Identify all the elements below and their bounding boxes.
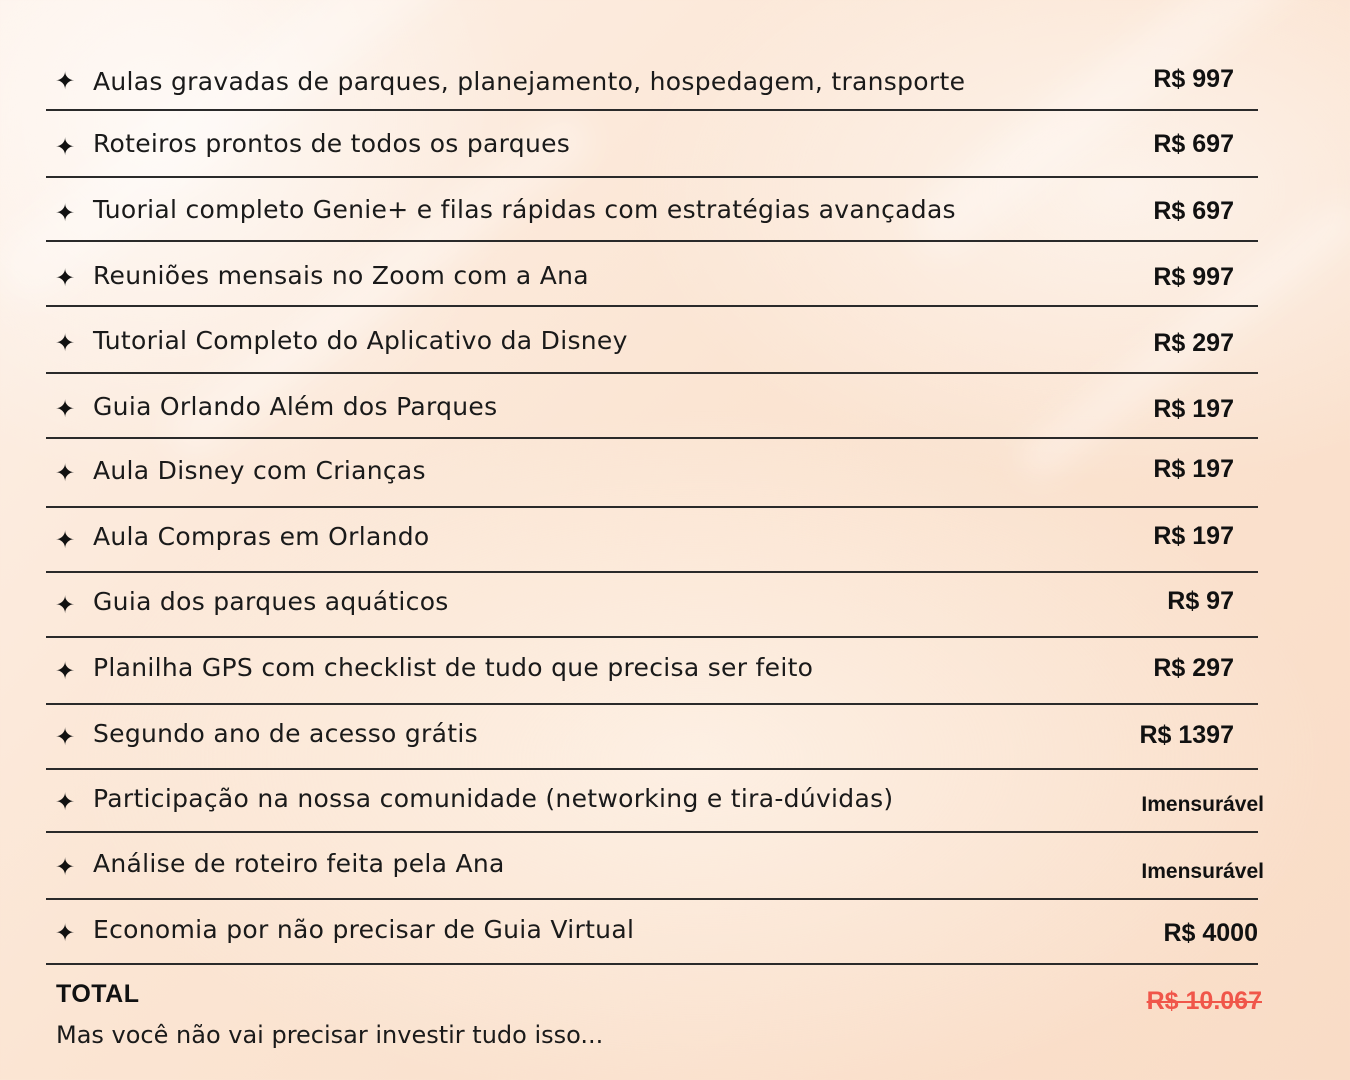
- total-price: R$ 10.067: [1146, 987, 1262, 1015]
- four-point-star-icon: ✦: [55, 199, 76, 227]
- list-item: [46, 508, 1258, 573]
- item-label: Aulas gravadas de parques, planejamento, hospedagem, transporte: [93, 67, 966, 96]
- item-price: R$ 997: [1153, 65, 1234, 93]
- item-price: R$ 697: [1153, 130, 1234, 158]
- item-price: R$ 297: [1153, 329, 1234, 357]
- four-point-star-icon: ✦: [55, 264, 76, 292]
- four-point-star-icon: ✦: [55, 853, 76, 881]
- four-point-star-icon: ✦: [55, 657, 76, 685]
- four-point-star-icon: ✦: [55, 526, 76, 554]
- list-item: [46, 242, 1258, 307]
- item-price: R$ 297: [1153, 654, 1234, 682]
- item-label: Tuorial completo Genie+ e filas rápidas com estratégias avançadas: [93, 195, 956, 224]
- item-label: Análise de roteiro feita pela Ana: [93, 849, 505, 878]
- item-price: R$ 197: [1153, 395, 1234, 423]
- item-price: R$ 197: [1153, 522, 1234, 550]
- item-label: Aula Disney com Crianças: [93, 456, 426, 485]
- footnote-text: Mas você não vai precisar investir tudo isso...: [56, 1021, 604, 1049]
- list-item: [46, 770, 1264, 833]
- list-item: [46, 178, 1258, 242]
- four-point-star-icon: ✦: [55, 459, 76, 487]
- item-price: R$ 697: [1153, 197, 1234, 225]
- list-item: [46, 307, 1258, 374]
- list-item: [46, 40, 1258, 111]
- item-price: R$ 97: [1167, 587, 1234, 615]
- item-price: R$ 197: [1153, 455, 1234, 483]
- list-item: [46, 111, 1258, 178]
- list-item: [46, 638, 1258, 705]
- item-label: Roteiros prontos de todos os parques: [93, 129, 571, 158]
- four-point-star-icon: ✦: [55, 395, 76, 423]
- item-price: R$ 997: [1153, 263, 1234, 291]
- item-label: Reuniões mensais no Zoom com a Ana: [93, 261, 589, 290]
- four-point-star-icon: ✦: [55, 723, 76, 751]
- item-price: R$ 1397: [1139, 721, 1234, 749]
- item-label: Guia Orlando Além dos Parques: [93, 392, 498, 421]
- item-label: Segundo ano de acesso grátis: [93, 719, 478, 748]
- four-point-star-icon: ✦: [55, 67, 76, 95]
- list-item: [46, 833, 1264, 900]
- item-label: Participação na nossa comunidade (networking e tira-dúvidas): [93, 784, 894, 813]
- item-label: Guia dos parques aquáticos: [93, 587, 449, 616]
- list-item: [46, 374, 1258, 439]
- total-label: TOTAL: [56, 980, 140, 1008]
- four-point-star-icon: ✦: [55, 133, 76, 161]
- item-price: Imensurável: [1141, 860, 1264, 883]
- item-price: R$ 4000: [1163, 919, 1258, 947]
- item-label: Economia por não precisar de Guia Virtual: [93, 915, 635, 944]
- list-item: [46, 439, 1258, 508]
- list-item: [46, 705, 1258, 770]
- list-item: [46, 573, 1258, 638]
- list-item: [46, 900, 1258, 965]
- item-label: Aula Compras em Orlando: [93, 522, 430, 551]
- four-point-star-icon: ✦: [55, 591, 76, 619]
- item-price: Imensurável: [1141, 793, 1264, 816]
- four-point-star-icon: ✦: [55, 329, 76, 357]
- item-label: Planilha GPS com checklist de tudo que precisa ser feito: [93, 653, 814, 682]
- four-point-star-icon: ✦: [55, 919, 76, 947]
- four-point-star-icon: ✦: [55, 788, 76, 816]
- item-label: Tutorial Completo do Aplicativo da Disney: [93, 326, 628, 355]
